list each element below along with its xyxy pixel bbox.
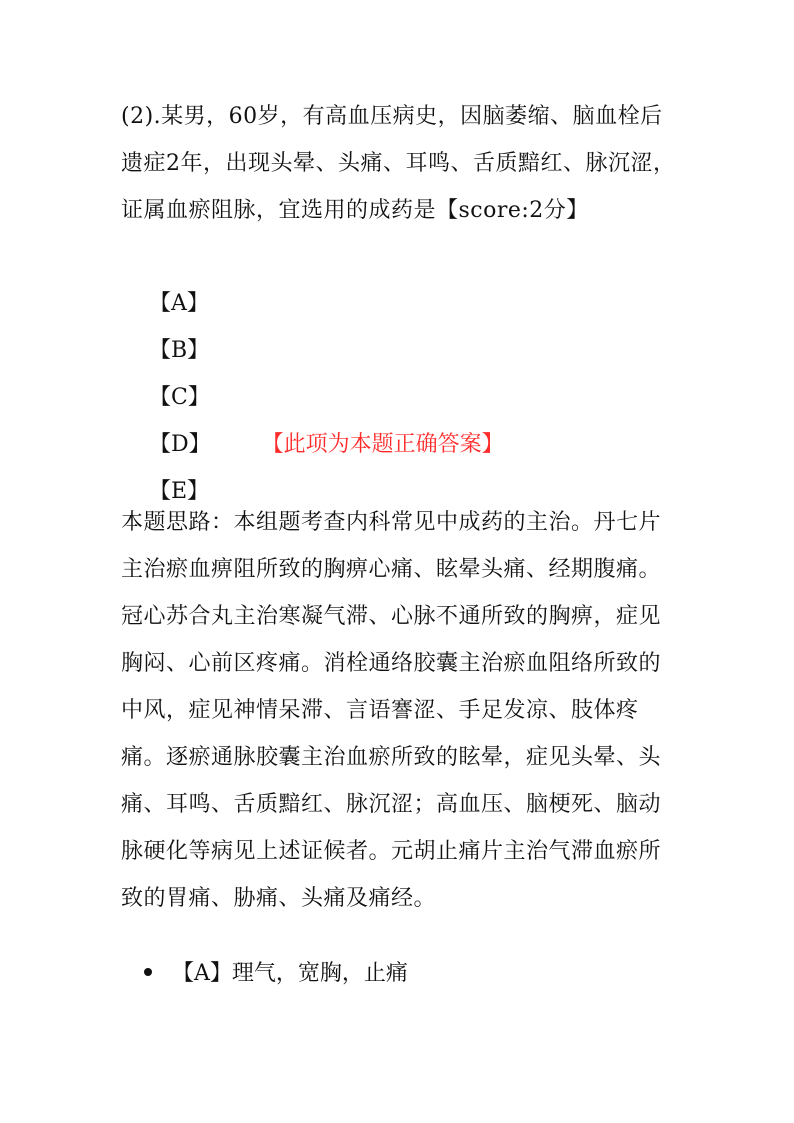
answer-options	[149, 280, 504, 515]
option-a[interactable]	[149, 280, 504, 327]
sub-question-list	[144, 950, 408, 997]
option-label: 【D】	[149, 432, 211, 457]
option-d[interactable]	[149, 421, 504, 468]
option-c[interactable]	[149, 374, 504, 421]
list-item-text: 【A】理气，宽胸，止痛	[172, 961, 408, 986]
explanation-text: 本题思路：本组题考查内科常见中成药的主治。丹七片主治瘀血痹阻所致的胸痹心痛、眩晕头痛、经期腹痛。冠心苏合丸主治寒凝气滞、心脉不通所致的胸痹，症见胸闷、心前区疼痛。消栓通络胶囊主治瘀血阻络所致的中风，症见神情呆滞、言语謇涩、手足发凉、肢体疼痛。逐瘀通脉胶囊主治血瘀所致的眩晕，症见头晕、头痛、耳鸣、舌质黯红、脉沉涩；高血压、脑梗死、脑动脉硬化等病见上述证候者。元胡止痛片主治气滞血瘀所致的胃痛、胁痛、头痛及痛经。	[121, 510, 662, 911]
bullet-icon	[144, 968, 152, 976]
option-label: 【B】	[149, 338, 210, 363]
option-label: 【A】	[149, 291, 209, 316]
option-label: 【E】	[149, 479, 210, 504]
option-b[interactable]	[149, 327, 504, 374]
option-label: 【C】	[149, 385, 210, 410]
correct-answer-tag: 【此项为本题正确答案】	[261, 432, 504, 457]
question-text: (2).某男，60岁，有高血压病史，因脑萎缩、脑血栓后遗症2年，出现头晕、头痛、耳鸣、舌质黯红、脉沉涩，证属血瘀阻脉，宜选用的成药是【score:2分】	[121, 104, 676, 223]
list-item	[144, 950, 408, 997]
